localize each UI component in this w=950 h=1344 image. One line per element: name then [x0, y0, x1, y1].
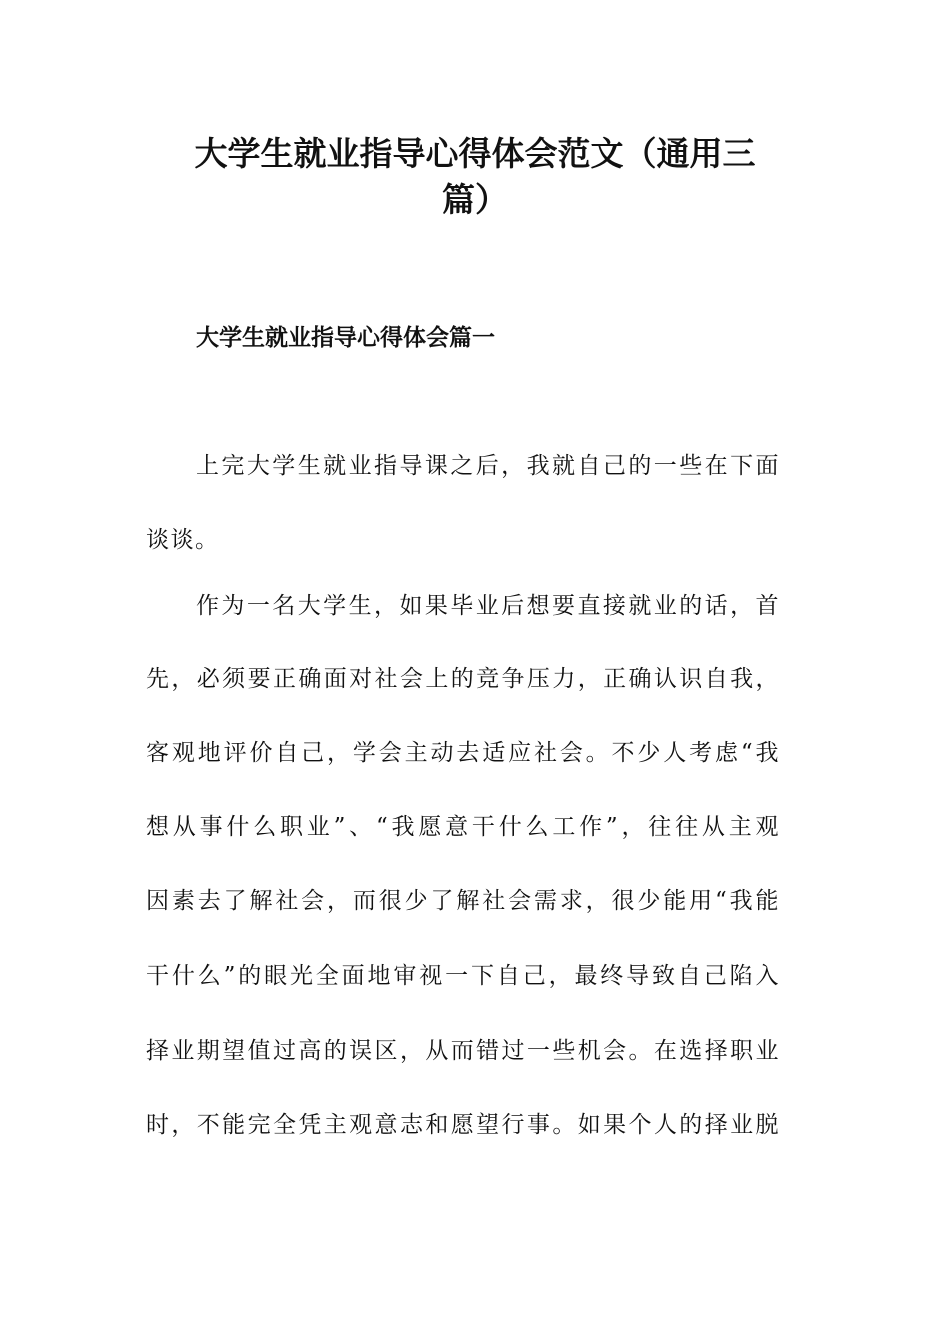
paragraph-line: 客观地评价自己，学会主动去适应社会。不少人考虑“我	[146, 740, 780, 766]
paragraph-line: 时，不能完全凭主观意志和愿望行事。如果个人的择业脱	[146, 1112, 780, 1138]
paragraph-line: 因素去了解社会，而很少了解社会需求，很少能用“我能	[146, 888, 780, 914]
paragraph-line: 干什么”的眼光全面地审视一下自己，最终导致自己陷入	[146, 963, 780, 989]
document-title-line-1: 大学生就业指导心得体会范文（通用三	[194, 134, 756, 173]
paragraph-line: 谈谈。	[146, 527, 220, 553]
paragraph-line: 作为一名大学生，如果毕业后想要直接就业的话，首	[196, 593, 780, 619]
document-title-line-2: 篇）	[442, 180, 508, 219]
paragraph-line: 上完大学生就业指导课之后，我就自己的一些在下面	[196, 453, 780, 479]
paragraph-line: 择业期望值过高的误区，从而错过一些机会。在选择职业	[146, 1038, 780, 1064]
section-heading: 大学生就业指导心得体会篇一	[196, 325, 495, 351]
paragraph-line: 想从事什么职业”、“我愿意干什么工作”，往往从主观	[146, 814, 780, 840]
paragraph-line: 先，必须要正确面对社会上的竞争压力，正确认识自我，	[146, 666, 780, 692]
